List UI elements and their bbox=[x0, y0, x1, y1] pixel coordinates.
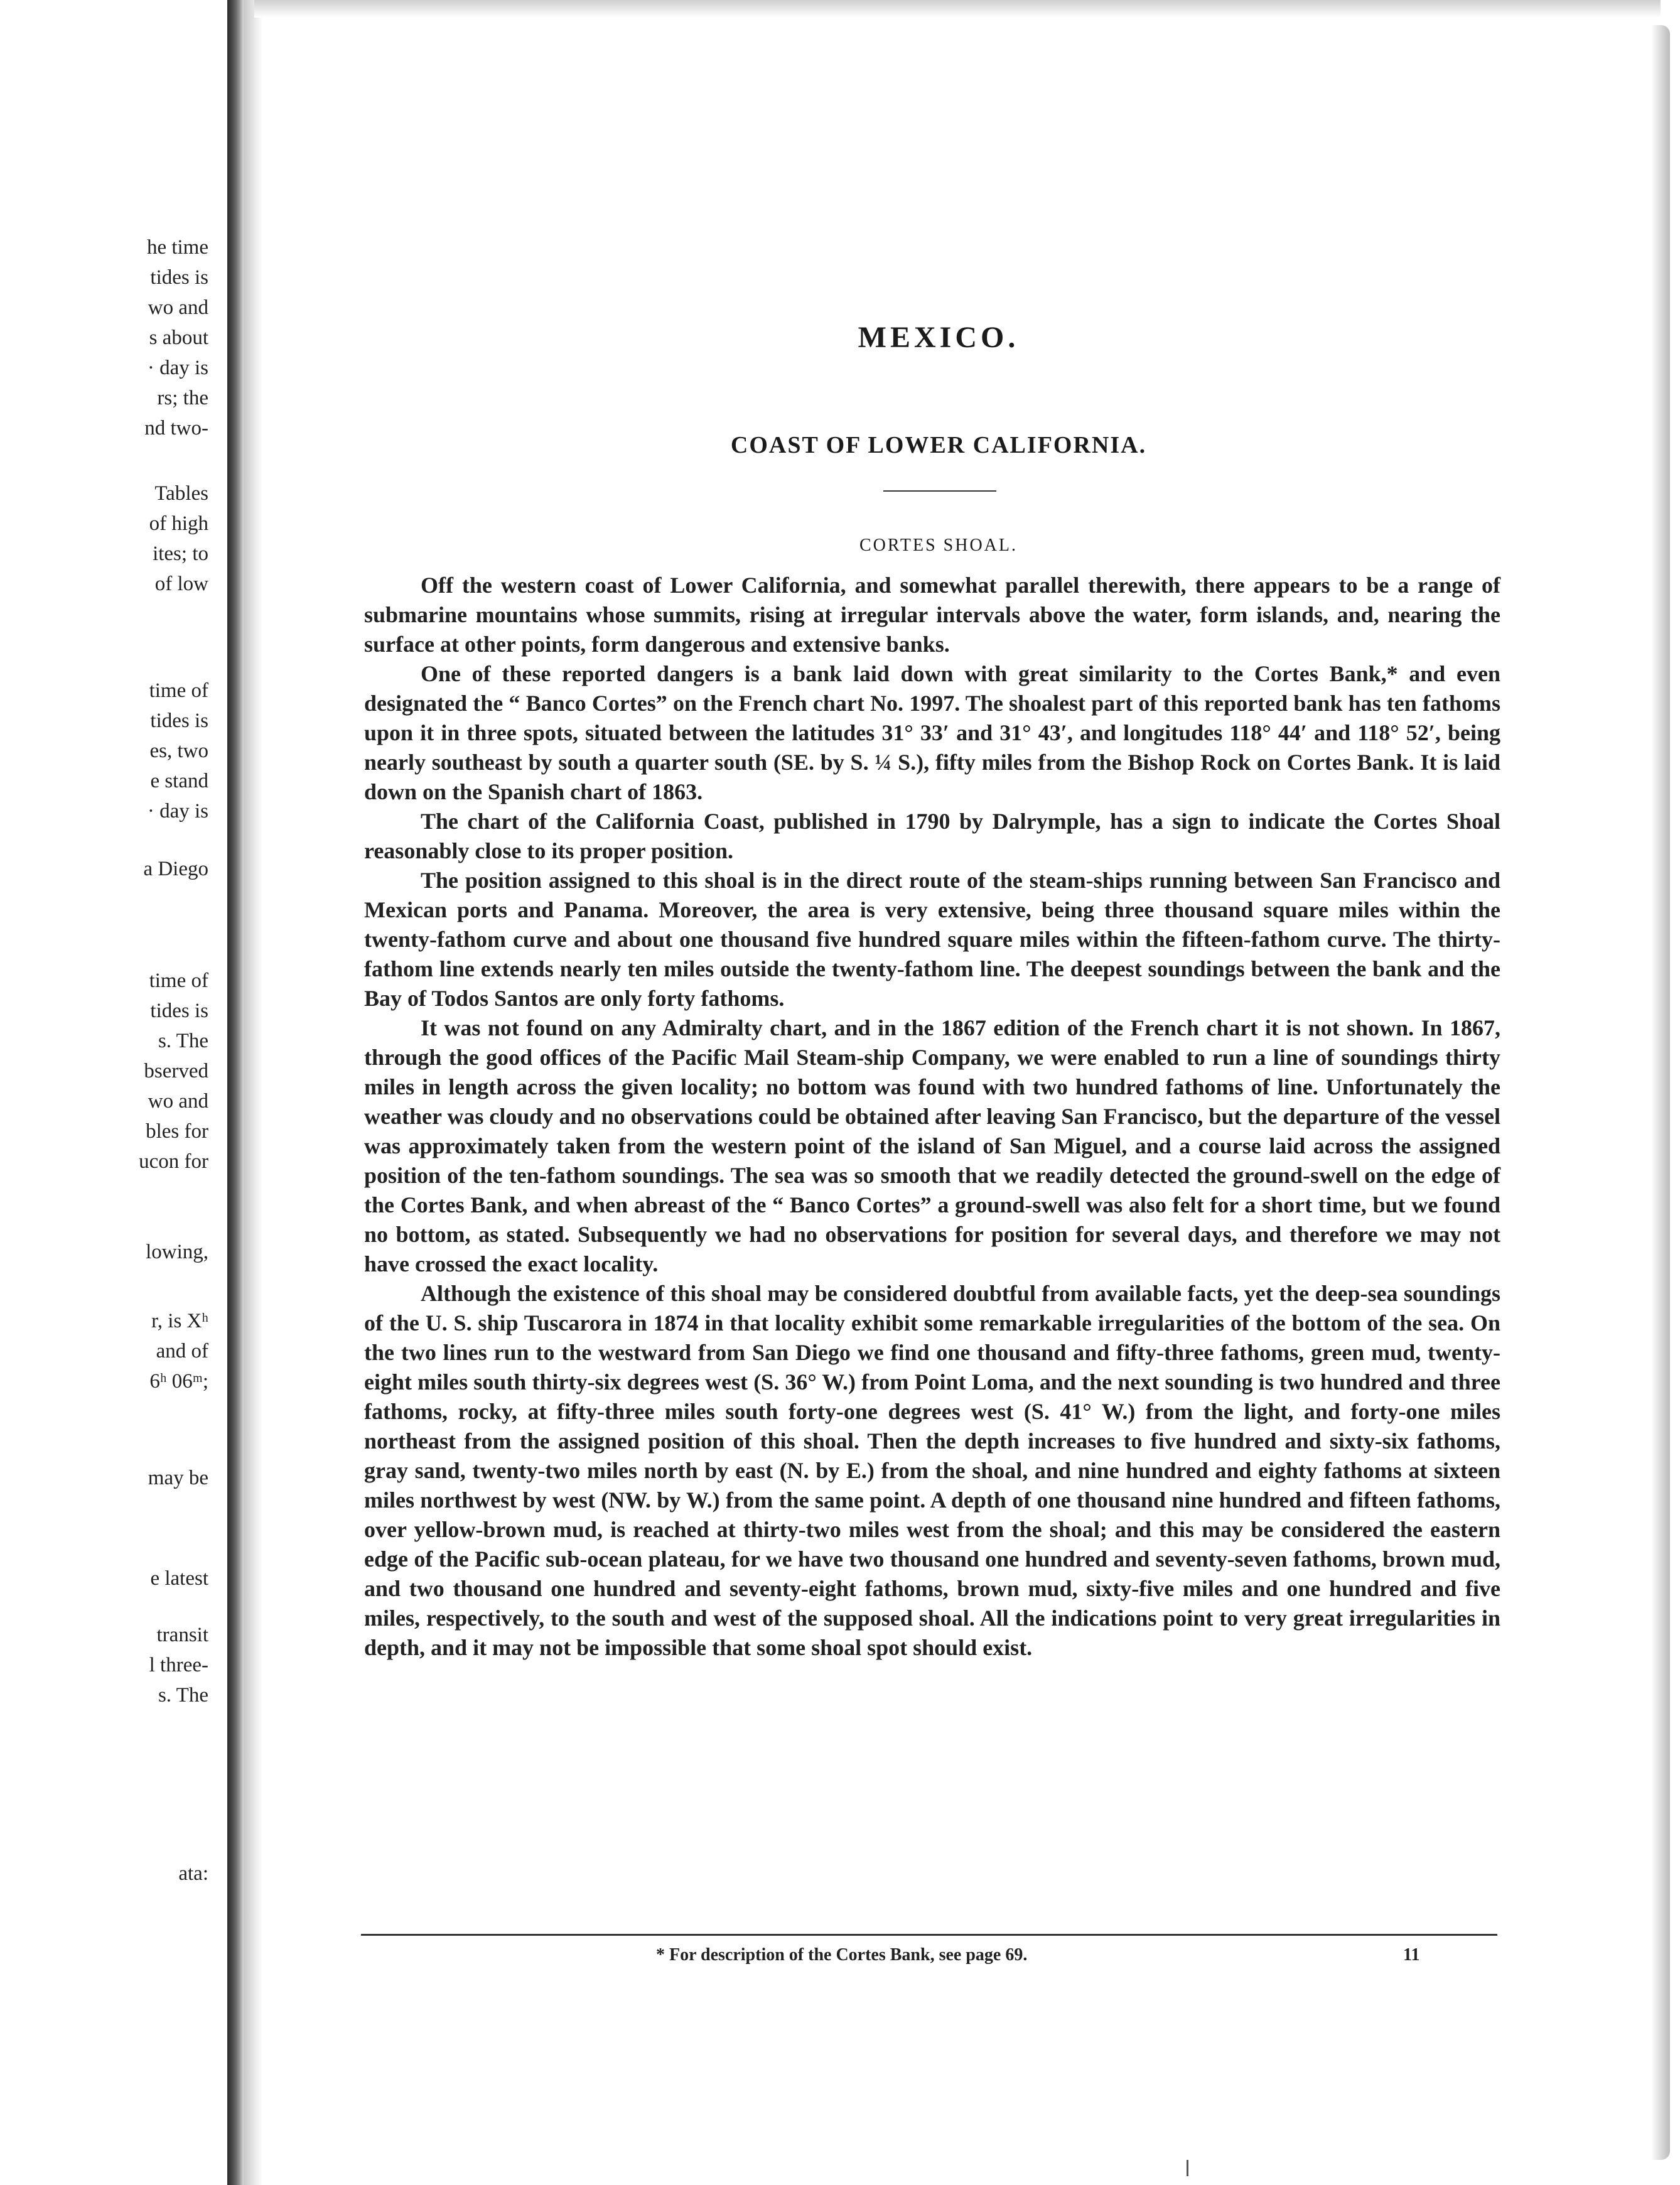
facing-page-fragment: bserved bbox=[144, 1060, 208, 1082]
paragraph: It was not found on any Admiralty chart, and in the 1867 edition of the French chart it is not shown. In 1867, through the good offices of the Pacific Mail Steam-ship Company, we were enabled to run a line of soundings thirty miles in length across the given locality; no bottom was found with two hundred fathoms of line. Unfortunately the weather was cloudy and no observations could be obtained after leaving San Francisco, but the departure of the vessel was approximately taken from the western point of the island of San Miguel, and a course laid across the assigned position of the ten-fathom soundings. The sea was so smooth that we readily detected the ground-swell on the edge of the Cortes Bank, and when abreast of the “ Banco Cortes” a ground-swell was also felt for a short time, but we found no bottom, as stated. Subsequently we had no observations for position for several days, and therefore we may not have crossed the exact locality. bbox=[364, 1015, 1500, 1276]
paragraph: Off the western coast of Lower California, and somewhat parallel therewith, there appears to be a range of submarine mountains whose summits, rising at irregular intervals above the water, form islands, and, nearing the surface at other points, form dangerous and extensive banks. bbox=[364, 573, 1500, 657]
facing-page-fragment: es, two bbox=[149, 740, 208, 762]
facing-page-fragment: lowing, bbox=[146, 1241, 208, 1263]
facing-page-fragment: a Diego bbox=[143, 858, 208, 880]
facing-page-fragment: e latest bbox=[150, 1567, 208, 1590]
facing-page-fragment: nd two- bbox=[144, 417, 208, 440]
footnote-rule bbox=[361, 1934, 1497, 1936]
facing-page-strip bbox=[0, 0, 226, 2185]
page-subtitle: COAST OF LOWER CALIFORNIA. bbox=[730, 432, 1147, 458]
facing-page-fragment: may be bbox=[148, 1467, 208, 1489]
page-top-edge bbox=[254, 0, 1661, 18]
title-rule bbox=[883, 490, 996, 492]
facing-page-fragment: of low bbox=[154, 573, 208, 595]
page-right-edge bbox=[1651, 25, 1670, 2160]
paragraph: The chart of the California Coast, published in 1790 by Dalrymple, has a sign to indicate the Cortes Shoal reasonably close to its proper position. bbox=[364, 809, 1500, 863]
facing-page-fragment: wo and bbox=[148, 1090, 208, 1113]
paragraph: Although the existence of this shoal may be considered doubtful from available facts, yet the deep-sea soundings of the U. S. ship Tuscarora in 1874 in that locality exhibit some remarkable irregularities of the bottom of the sea. On the two lines run to the westward from San Diego we find one thousand and fifty-three fathoms, green mud, twenty-eight miles south thirty-six degrees west (S. 36° W.) from Point Loma, and the next sounding is two hundred and three fathoms, rocky, at fifty-three miles south forty-one degrees west (S. 41° W.) from the light, and forty-one miles northeast from the assigned position of this shoal. Then the depth increases to five hundred and sixty-six fathoms, gray sand, twenty-two miles north by east (N. by E.) from the shoal, and nine hundred and eighty fathoms at sixteen miles northwest by west (NW. by W.) from the same point. A depth of one thousand nine hundred and fifteen fathoms, over yellow-brown mud, is reached at thirty-two miles west from the shoal; and this may be considered the eastern edge of the Pacific sub-ocean plateau, for we have two thousand one hundred and seventy-seven fathoms, brown mud, and two thousand one hundred and seventy-eight fathoms, brown mud, sixty-five miles and one hundred and five miles, respectively, to the south and west of the supposed shoal. All the indications point to very great irregularities in depth, and it may not be impossible that some shoal spot should exist. bbox=[364, 1281, 1500, 1660]
facing-page-fragment: bles for bbox=[146, 1120, 208, 1143]
facing-page-fragment: transit bbox=[156, 1624, 208, 1646]
facing-page-fragment: ites; to bbox=[153, 542, 208, 565]
facing-page-fragment: tides is bbox=[150, 709, 208, 732]
page-number: 11 bbox=[1403, 1945, 1420, 1965]
book-gutter bbox=[227, 0, 244, 2185]
facing-page-fragment: ata: bbox=[178, 1862, 208, 1885]
paragraph: One of these reported dangers is a bank laid down with great similarity to the Cortes Bank,* and even designated the “ Banco Cortes” on the French chart No. 1997. The shoalest part of this reported bank has ten fathoms upon it in three spots, situated between the latitudes 31° 33′ and 31° 43′, and longitudes 118° 44′ and 118° 52′, being nearly southeast by south a quarter south (SE. by S. ¼ S.), fifty miles from the Bishop Rock on Cortes Bank. It is laid down on the Spanish chart of 1863. bbox=[364, 661, 1500, 804]
facing-page-fragment: he time bbox=[146, 236, 208, 259]
page-title: MEXICO. bbox=[858, 321, 1020, 354]
facing-page-fragment: · day is bbox=[147, 800, 208, 823]
facing-page-fragment: ucon for bbox=[139, 1150, 208, 1173]
facing-page-fragment: r, is Xʰ bbox=[151, 1310, 208, 1332]
facing-page-fragment: time of bbox=[149, 679, 208, 702]
facing-page-fragment: of high bbox=[149, 512, 208, 535]
facing-page-fragment: rs; the bbox=[157, 387, 208, 409]
facing-page-fragment: wo and bbox=[148, 296, 208, 319]
scan-mark bbox=[1187, 2160, 1188, 2176]
paragraph: The position assigned to this shoal is in the direct route of the steam-ships running between San Francisco and Mexican ports and Panama. Moreover, the area is very extensive, being three thousand square miles within the twenty-fathom curve and about one thousand five hundred square miles within the fifteen-fathom curve. The thirty-fathom line extends nearly ten miles outside the twenty-fathom line. The deepest soundings between the bank and the Bay of Todos Santos are only forty fathoms. bbox=[364, 868, 1500, 1011]
facing-page-fragment: l three- bbox=[149, 1654, 208, 1676]
facing-page-fragment: s. The bbox=[158, 1030, 208, 1052]
facing-page-fragment: s. The bbox=[158, 1684, 208, 1707]
page-body bbox=[364, 295, 1500, 1663]
facing-page-fragment: e stand bbox=[150, 770, 208, 792]
facing-page-fragment: and of bbox=[156, 1340, 208, 1362]
facing-page-fragment: s about bbox=[149, 326, 208, 349]
facing-page-fragment: Tables bbox=[154, 482, 208, 505]
facing-page-fragment: time of bbox=[149, 969, 208, 992]
footnote: * For description of the Cortes Bank, see page 69. bbox=[656, 1945, 1028, 1965]
gutter-shadow bbox=[244, 0, 262, 2185]
facing-page-fragment: 6ʰ 06ᵐ; bbox=[149, 1370, 208, 1393]
facing-page-fragment: tides is bbox=[150, 266, 208, 289]
section-title: CORTES SHOAL. bbox=[859, 536, 1018, 555]
facing-page-fragment: · day is bbox=[147, 357, 208, 379]
facing-page-fragment: tides is bbox=[150, 1000, 208, 1022]
